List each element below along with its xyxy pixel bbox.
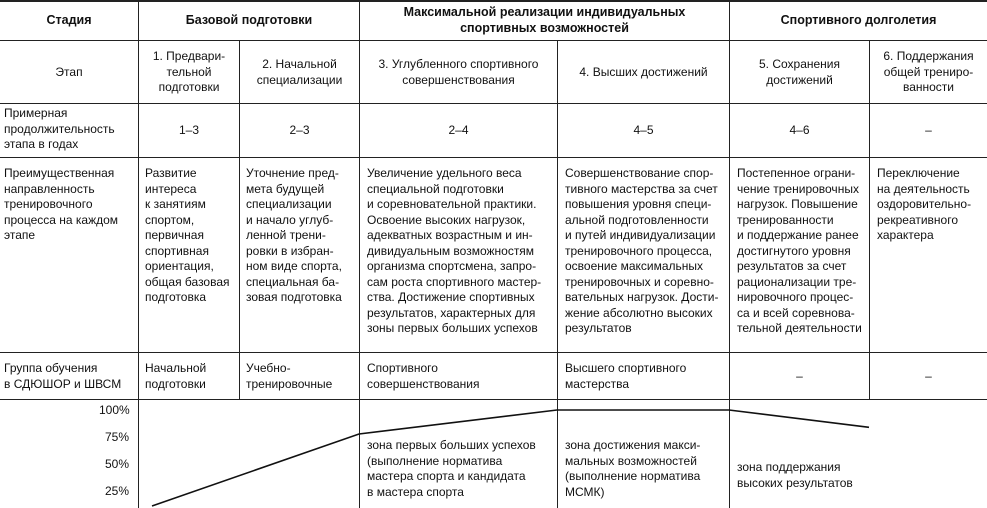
direction-c5: Постепенное ограни- чение тренировочных нагрузок. Повышение тренированности и поддержание ранее достигнутого уровня результатов за счет рационализации тре- нировочного процес- са и всей соревнова- тельной деятельности [737, 166, 862, 335]
ytick-75: 75% [104, 430, 129, 444]
direction-c1: Развитие интереса к занятиям спортом, первичная спортивная ориентация, общая базовая подготовка [145, 166, 230, 304]
zone-max-abilities: зона достижения макси- мальных возможностей (выполнение норматива МСМК) [565, 438, 701, 499]
duration-c1: 1–3 [178, 123, 200, 137]
header-stage-max: Максимальной реализации индивидуальных спортивных возможностей [403, 5, 686, 35]
etap-c3: 3. Углубленного спортивного совершенствования [378, 57, 539, 87]
duration-c4: 4–5 [633, 123, 654, 137]
group-label: Группа обучения в СДЮШОР и ШВСМ [4, 361, 122, 391]
etap-c4: 4. Высших достижений [579, 65, 708, 79]
group-c3: Спортивного совершенствования [367, 361, 480, 391]
direction-c3: Увеличение удельного веса специальной подготовки и соревновательной практики. Освоение высоких нагрузок, адекватных возрастным и ин- дивидуальным возможностям организма спортсмена, запро- сам роста спортивного мастер- ства. Достижение спортивных результатов, характерных для зоны первых больших успехов [367, 166, 542, 335]
header-stage-basic: Базовой подготовки [185, 13, 313, 27]
etap-c1: 1. Предвари- тельной подготовки [152, 49, 226, 94]
etap-c6: 6. Поддержания общей трениро- ванности [883, 49, 974, 94]
header-stage-label: Стадия [46, 13, 92, 27]
duration-c2: 2–3 [289, 123, 310, 137]
direction-c2: Уточнение пред- мета будущей специализации и начало углуб- ленной трени- ровки в избран- ном виде спорта, специальная ба- зовая подготовка [246, 166, 342, 304]
group-c5: – [796, 369, 803, 383]
direction-c4: Совершенствование спор- тивного мастерства за счет повышения уровня специ- альной подготовленности и путей индивидуализации тренировочного процесса, освоение максимальных тренировочных и соревно- вательных нагрузок. Дости- жение абсолютно высоких результатов [565, 166, 719, 335]
group-c6: – [925, 369, 932, 383]
header-stage-longevity: Спортивного долголетия [780, 13, 937, 27]
ytick-50: 50% [104, 457, 129, 471]
zone-maintenance: зона поддержания высоких результатов [737, 460, 853, 490]
zone-first-success: зона первых больших успехов (выполнение норматива мастера спорта и кандидата в мастера спорта [367, 438, 536, 499]
group-c2: Учебно- тренировочные [246, 361, 333, 391]
etap-c5: 5. Сохранения достижений [758, 57, 841, 87]
duration-c5: 4–6 [789, 123, 810, 137]
group-c1: Начальной подготовки [145, 361, 207, 391]
etap-c2: 2. Начальной специализации [256, 57, 343, 87]
group-c4: Высшего спортивного мастерства [565, 361, 687, 391]
etap-label: Этап [55, 65, 83, 79]
ytick-100: 100% [99, 403, 130, 417]
direction-c6: Переключение на деятельность оздоровительно- рекреативного характера [877, 166, 972, 242]
duration-label: Примерная продолжительность этапа в годах [4, 106, 115, 151]
duration-c3: 2–4 [448, 123, 469, 137]
direction-label: Преимущественная направленность тренировочного процесса на каждом этапе [4, 166, 119, 242]
ytick-25: 25% [104, 484, 129, 498]
duration-c6: – [925, 123, 932, 137]
